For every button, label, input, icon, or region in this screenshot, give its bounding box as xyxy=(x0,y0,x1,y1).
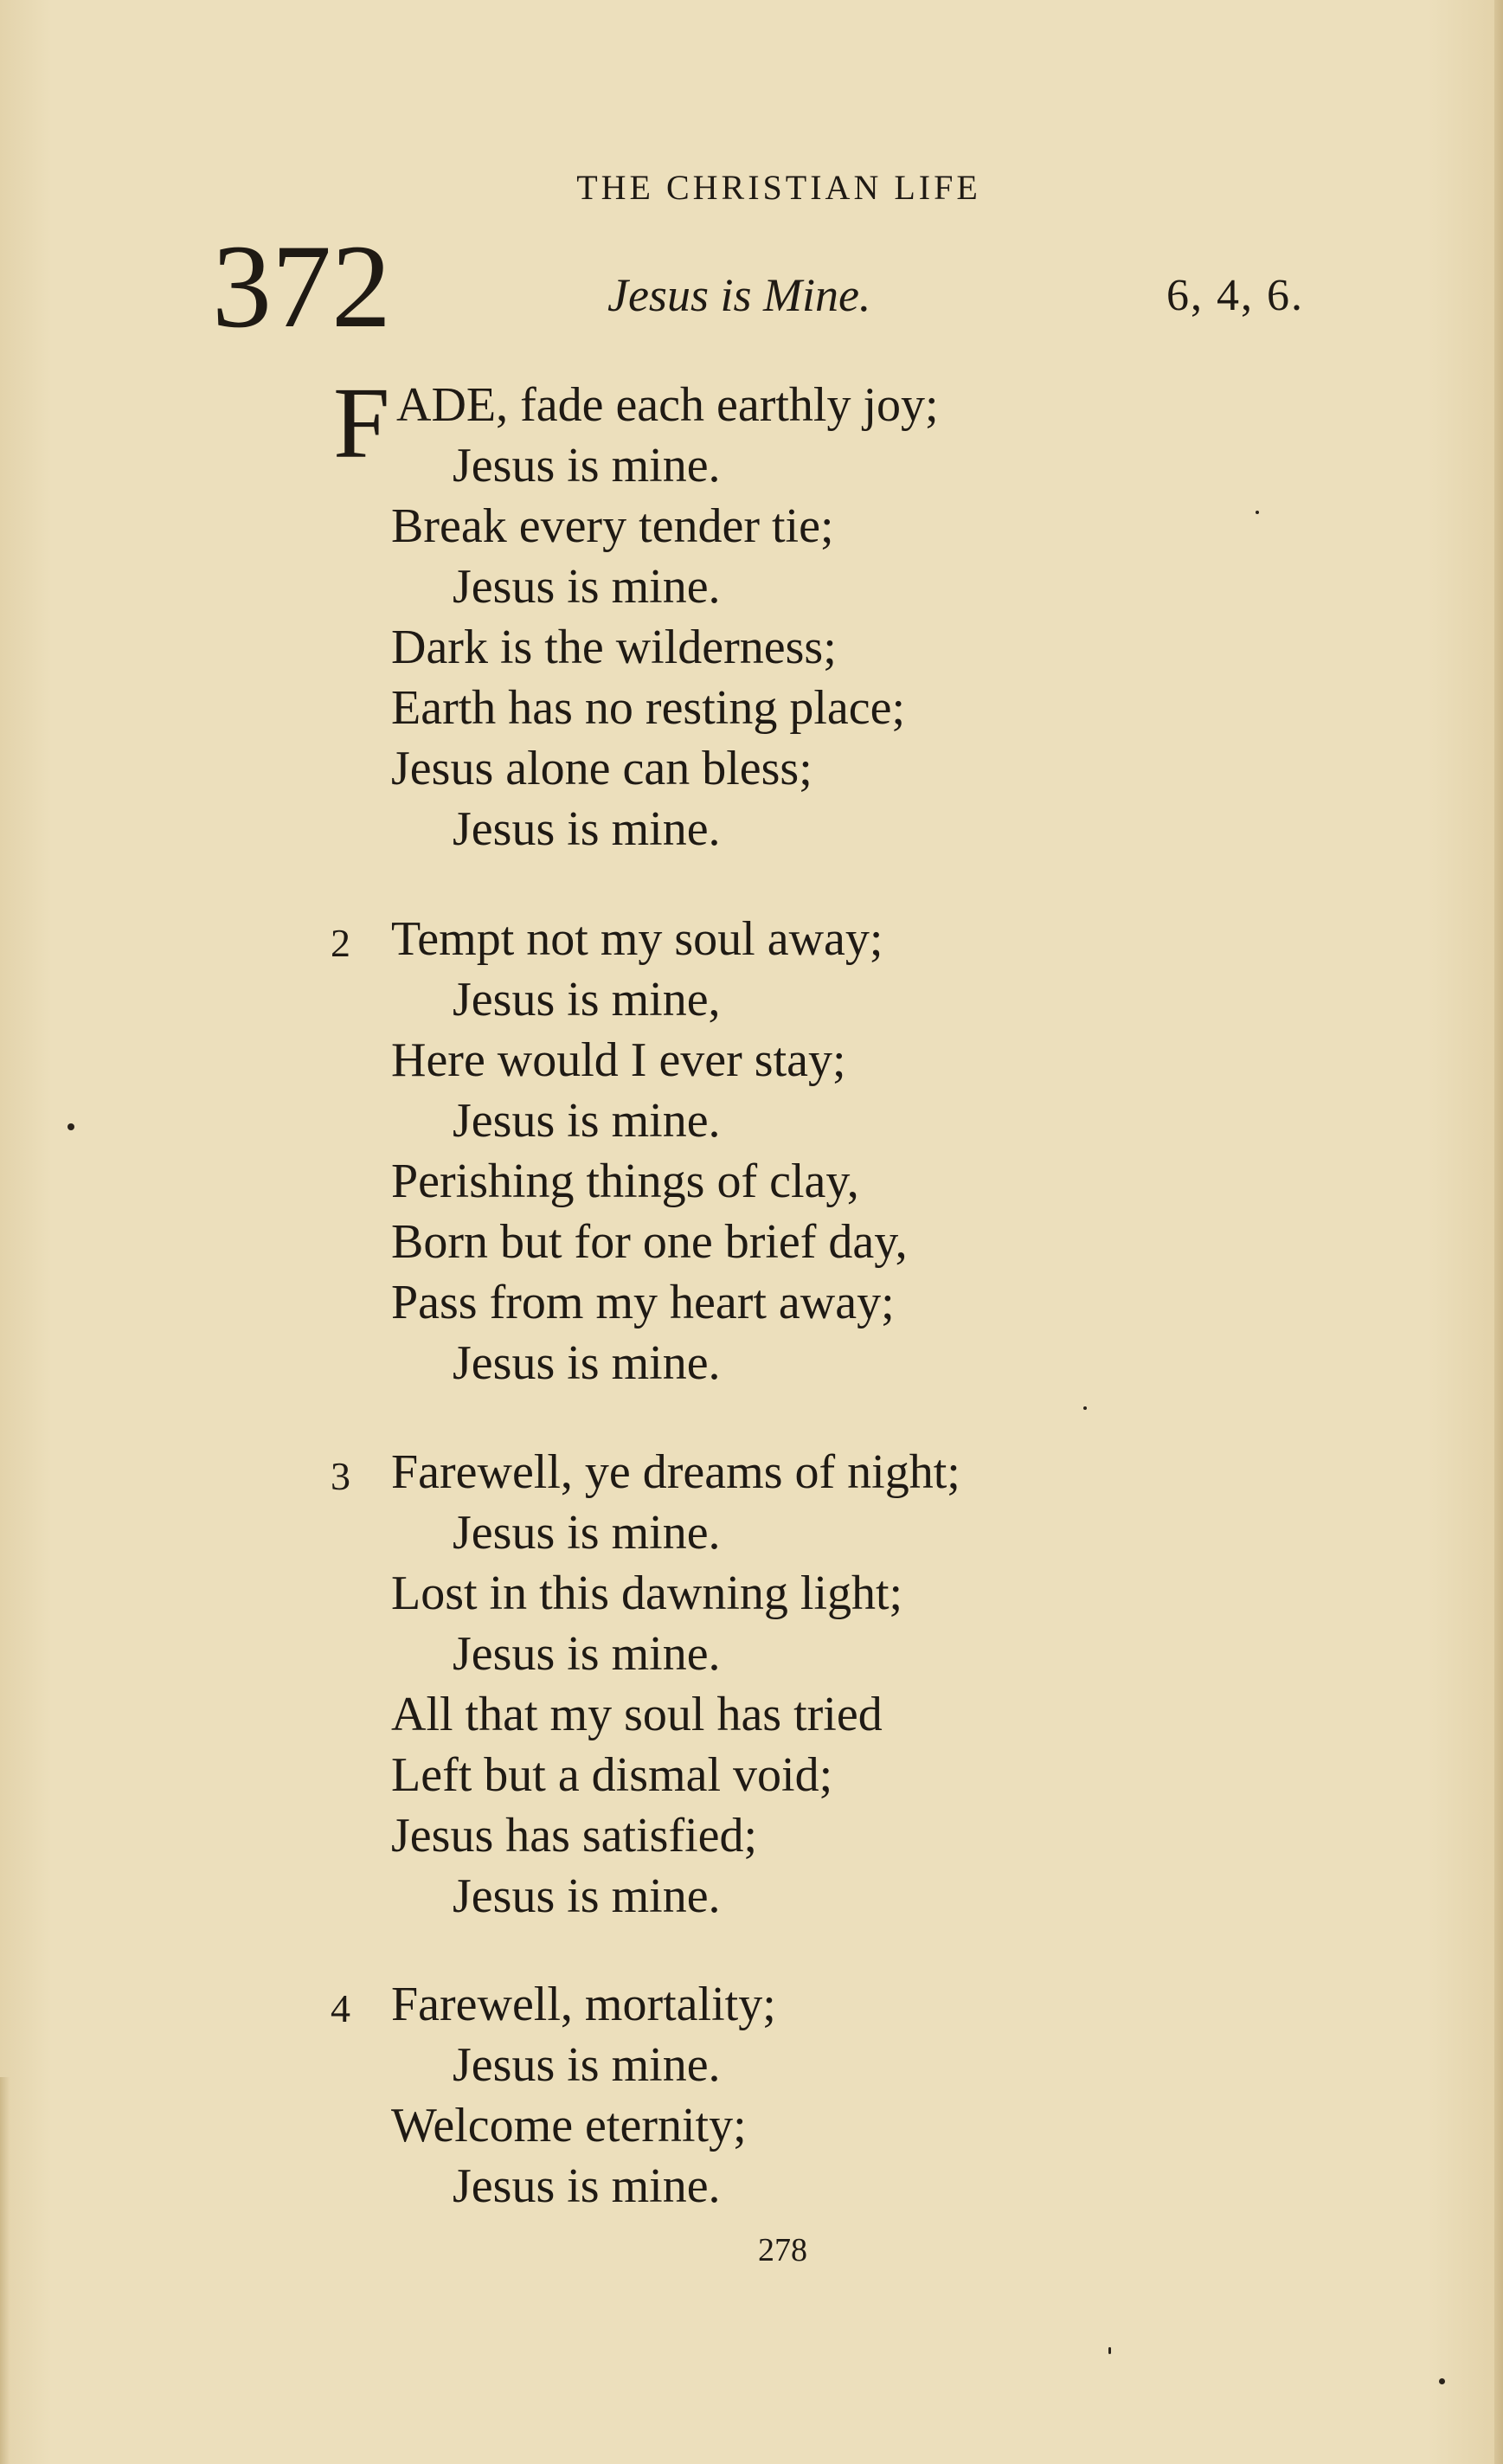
stanza-1-line-6: Earth has no resting place; xyxy=(391,681,906,735)
stanza-4-number: 4 xyxy=(331,1986,350,2030)
stanza-4-line-4: Jesus is mine. xyxy=(453,2159,721,2213)
hymn-title: Jesus is Mine. xyxy=(607,269,871,321)
stanza-2-line-4: Jesus is mine. xyxy=(453,1094,721,1148)
stanza-2-line-1: Tempt not my soul away; xyxy=(391,912,883,966)
stanza-1-line-3: Break every tender tie; xyxy=(391,499,834,553)
stanza-1-line-5: Dark is the wilderness; xyxy=(391,621,837,674)
page-number: 278 xyxy=(758,2232,807,2268)
stanza-4-line-1: Farewell, mortality; xyxy=(391,1978,776,2031)
stanza-3-line-7: Jesus has satisfied; xyxy=(391,1809,758,1862)
ink-speck xyxy=(1439,2378,1445,2384)
stanza-3-line-1: Farewell, ye dreams of night; xyxy=(391,1445,960,1499)
running-head: THE CHRISTIAN LIFE xyxy=(576,168,981,207)
ink-speck xyxy=(1256,511,1259,514)
stanza-3-line-2: Jesus is mine. xyxy=(453,1506,721,1560)
stanza-3-line-3: Lost in this dawning light; xyxy=(391,1567,903,1620)
hymn-meter: 6, 4, 6. xyxy=(1166,271,1304,320)
stanza-2-number: 2 xyxy=(331,921,350,965)
stanza-1-line-2: Jesus is mine. xyxy=(453,439,721,492)
hymn-number: 372 xyxy=(212,220,391,352)
stanza-1-line-1: ADE, fade each earthly joy; xyxy=(396,378,939,432)
stanza-3-number: 3 xyxy=(331,1454,350,1498)
stanza-3-line-5: All that my soul has tried xyxy=(391,1688,883,1741)
stanza-3-line-6: Left but a dismal void; xyxy=(391,1748,833,1802)
drop-cap: F xyxy=(333,366,390,479)
ink-speck xyxy=(67,1123,74,1130)
stanza-4-line-2: Jesus is mine. xyxy=(453,2038,721,2092)
stanza-2-line-6: Born but for one brief day, xyxy=(391,1215,908,1269)
stanza-2-line-2: Jesus is mine, xyxy=(453,973,721,1026)
stanza-2-line-5: Perishing things of clay, xyxy=(391,1155,859,1208)
page-edge-right xyxy=(1494,0,1503,2464)
stanza-4-line-3: Welcome eternity; xyxy=(391,2099,747,2152)
stanza-3-line-4: Jesus is mine. xyxy=(453,1627,721,1681)
page-edge-left xyxy=(0,2077,10,2464)
stanza-1-line-8: Jesus is mine. xyxy=(453,802,721,856)
stanza-3-line-8: Jesus is mine. xyxy=(453,1869,721,1923)
stanza-1-line-7: Jesus alone can bless; xyxy=(391,742,813,795)
ink-speck xyxy=(1108,2347,1111,2354)
stanza-2-line-7: Pass from my heart away; xyxy=(391,1276,895,1329)
stanza-2-line-8: Jesus is mine. xyxy=(453,1336,721,1390)
stanza-2-line-3: Here would I ever stay; xyxy=(391,1033,846,1087)
stanza-1-line-4: Jesus is mine. xyxy=(453,560,721,614)
ink-speck xyxy=(1083,1406,1087,1410)
